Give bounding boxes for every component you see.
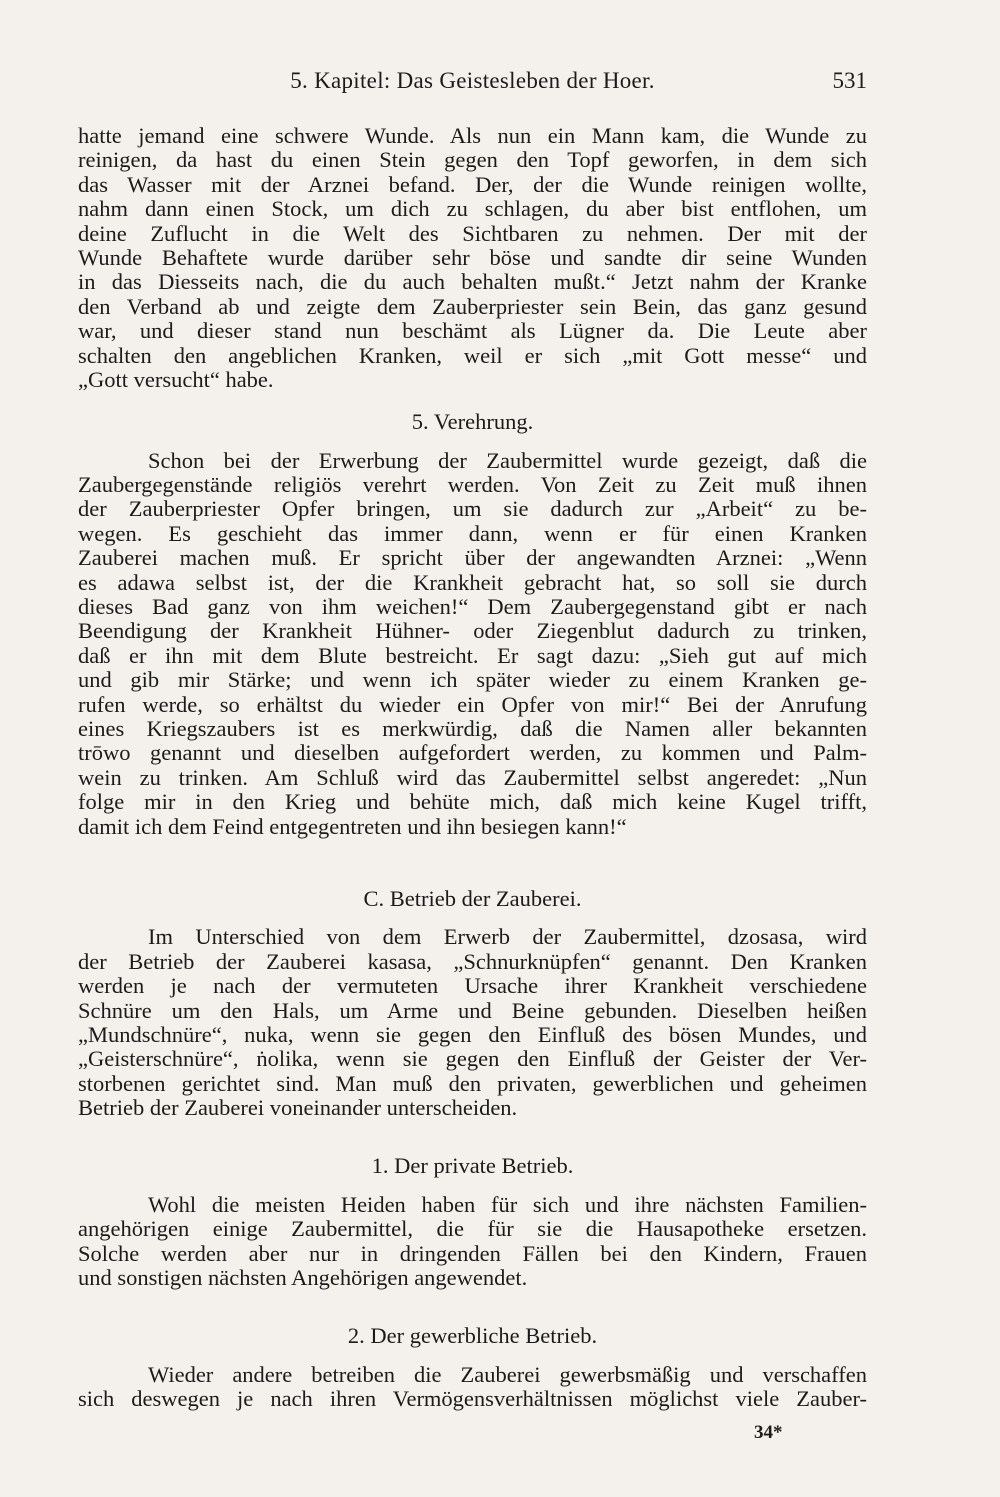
text-line: Betrieb der Zauberei voneinander unterscheiden.	[78, 1095, 518, 1121]
text-line: storbenen gerichtet sind. Man muß den privaten, gewerblichen und geheimen	[78, 1070, 867, 1096]
text-line: Wohl die meisten Heiden haben für sich und ihre nächsten Familien-	[148, 1191, 867, 1217]
page-number: 531	[832, 68, 867, 93]
text-line: das Wasser mit der Arznei befand. Der, der die Wunde reinigen wollte,	[78, 171, 867, 197]
text-line: und sonstigen nächsten Angehörigen angewendet.	[78, 1265, 528, 1291]
text-line: der Betrieb der Zauberei kasasa, „Schnurknüpfen“ genannt. Den Kranken	[78, 948, 867, 974]
paragraph-3	[78, 925, 867, 1120]
running-header	[78, 68, 867, 104]
text-line: Zaubergegenstände religiös verehrt werden. Von Zeit zu Zeit muß ihnen	[78, 472, 867, 498]
text-line: nahm dann einen Stock, um dich zu schlagen, du aber bist entflohen, um	[78, 196, 867, 222]
text-line: werden je nach der vermuteten Ursache ihrer Krankheit verschiedene	[78, 973, 867, 999]
text-line: Schon bei der Erwerbung der Zaubermittel wurde gezeigt, daß die	[148, 447, 867, 473]
text-line: Wieder andere betreiben die Zauberei gewerbsmäßig und verschaffen	[148, 1361, 867, 1387]
paragraph-1	[78, 124, 867, 392]
text-line: deine Zuflucht in die Welt des Sichtbaren zu nehmen. Der mit der	[78, 220, 867, 246]
section-heading: C. Betrieb der Zauberei.	[363, 885, 582, 911]
text-line: rufen werde, so erhältst du wieder ein Opfer von mir!“ Bei der Anrufung	[78, 691, 867, 717]
text-line: reinigen, da hast du einen Stein gegen den Topf geworfen, in dem sich	[78, 147, 867, 173]
text-line: dieses Bad ganz von ihm weichen!“ Dem Zaubergegenstand gibt er nach	[78, 594, 867, 620]
section-heading: 2. Der gewerbliche Betrieb.	[347, 1323, 598, 1349]
paragraph-5	[78, 1363, 867, 1412]
paragraph-4	[78, 1193, 867, 1291]
text-line: trōwo genannt und dieselben aufgefordert werden, zu kommen und Palm-	[78, 740, 867, 766]
text-line: und gib mir Stärke; und wenn ich später wieder zu einem Kranken ge-	[78, 667, 867, 693]
text-line: in das Diesseits nach, die du auch behalten mußt.“ Jetzt nahm der Kranke	[78, 269, 867, 295]
page-body	[78, 124, 867, 1412]
text-line: Im Unterschied von dem Erwerb der Zaubermittel, dzosasa, wird	[148, 924, 867, 950]
text-line: Zauberei machen muß. Er spricht über der angewandten Arznei: „Wenn	[78, 545, 867, 571]
text-line: damit ich dem Feind entgegentreten und ihn besiegen kann!“	[78, 813, 627, 839]
text-line: wein zu trinken. Am Schluß wird das Zaubermittel selbst angeredet: „Nun	[78, 764, 867, 790]
text-line: der Zauberpriester Opfer bringen, um sie dadurch zur „Arbeit“ zu be-	[78, 496, 867, 522]
text-line: wegen. Es geschieht das immer dann, wenn er für einen Kranken	[78, 520, 867, 546]
text-line: „Mundschnüre“, nuka, wenn sie gegen den Einfluß des bösen Mundes, und	[78, 1021, 867, 1047]
text-line: eines Kriegszaubers ist es merkwürdig, daß die Namen aller bekannten	[78, 716, 867, 741]
text-line: Schnüre um den Hals, um Arme und Beine gebunden. Dieselben heißen	[78, 997, 867, 1023]
text-line: sich deswegen je nach ihren Vermögensverhältnissen möglichst viele Zauber-	[78, 1386, 867, 1412]
paragraph-2	[78, 449, 867, 839]
text-line: Beendigung der Krankheit Hühner- oder Ziegenblut dadurch zu trinken,	[78, 618, 867, 644]
signature-mark: 34*	[754, 1422, 783, 1443]
text-line: Solche werden aber nur in dringenden Fällen bei den Kindern, Frauen	[78, 1240, 867, 1266]
text-line: hatte jemand eine schwere Wunde. Als nun ein Mann kam, die Wunde zu	[78, 123, 867, 148]
chapter-title: 5. Kapitel: Das Geistesleben der Hoer.	[290, 68, 655, 93]
text-line: „Geisterschnüre“, ṅolika, wenn sie gegen den Einfluß der Geister der Ver-	[78, 1046, 867, 1072]
section-heading: 1. Der private Betrieb.	[371, 1153, 574, 1179]
text-line: „Gott versucht“ habe.	[78, 366, 274, 392]
text-line: Wunde Behaftete wurde darüber sehr böse und sandte dir seine Wunden	[78, 244, 867, 270]
text-line: daß er ihn mit dem Blute bestreicht. Er sagt dazu: „Sieh gut auf mich	[78, 642, 867, 668]
text-line: folge mir in den Krieg und behüte mich, daß mich keine Kugel trifft,	[78, 789, 867, 815]
text-line: schalten den angeblichen Kranken, weil er sich „mit Gott messe“ und	[78, 342, 867, 368]
text-line: es adawa selbst ist, der die Krankheit gebracht hat, so soll sie durch	[78, 569, 867, 595]
section-heading: 5. Verehrung.	[411, 409, 534, 435]
text-line: war, und dieser stand nun beschämt als Lügner da. Die Leute aber	[78, 318, 867, 344]
text-line: angehörigen einige Zaubermittel, die für sie die Hausapotheke ersetzen.	[78, 1216, 867, 1242]
text-line: den Verband ab und zeigte dem Zauberpriester sein Bein, das ganz gesund	[78, 293, 867, 319]
